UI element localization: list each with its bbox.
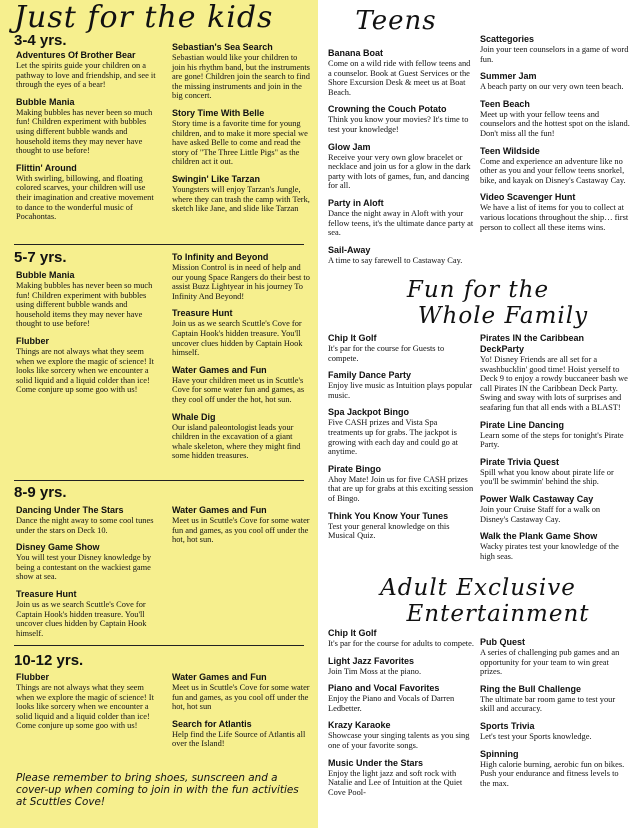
activity-item <box>172 174 310 214</box>
activity-description: Come on a wild ride with fellow teens and a counselor. Book at Guest Services or the Shore Excursion Desk & meet us at Boat Beach. <box>328 59 471 97</box>
kids-10-12-right <box>172 672 310 756</box>
activity-title: Think You Know Your Tunes <box>328 510 449 521</box>
activity-title: Ring the Bull Challenge <box>480 683 582 694</box>
activity-item <box>328 245 474 266</box>
activity-item <box>172 42 310 101</box>
activity-description: Enjoy the Piano and Vocals of Darren Ledbetter. <box>328 694 455 713</box>
activity-item <box>480 71 630 92</box>
activity-description: Join your Cruise Staff for a walk on Disney's Castaway Cay. <box>480 504 601 524</box>
activity-title: Story Time With Belle <box>172 107 265 118</box>
activity-title: Family Dance Party <box>328 370 412 381</box>
activity-title: Adventures Of Brother Bear <box>16 50 136 60</box>
activity-title: Video Scavenger Hunt <box>480 192 576 203</box>
activity-description: Yo! Disney Friends are all set for a swashbucklin' good time! Hoist yerself to Deck 9 to enjoy a rowdy buccaneer bash we call Pirates IN the Caribbean Deck Party. Swing and sway with lots of surprises and seafaring fun that all ends with a BLAST! <box>480 355 628 412</box>
age-10-12: 10-12 yrs. <box>14 652 84 669</box>
activity-item <box>16 505 156 535</box>
activity-item <box>328 683 474 713</box>
age-5-7: 5-7 yrs. <box>14 249 67 266</box>
teens-title: Teens <box>355 6 437 36</box>
activity-description: Join Tim Moss at the piano. <box>328 666 422 676</box>
activity-item <box>328 656 474 677</box>
activity-item <box>16 336 156 395</box>
activity-item <box>480 34 630 64</box>
activity-title: Piano and Vocal Favorites <box>328 683 440 694</box>
activity-item <box>480 192 630 232</box>
activity-description: You will test your Disney knowledge by being a contestant on the wackiest game show at sea. <box>16 553 152 582</box>
activity-description: We have a list of items for you to collect at various locations throughout the ship… first person to collect all these items wins. <box>480 203 629 232</box>
kids-title: Just for the kids <box>14 0 274 35</box>
activity-item <box>172 505 310 545</box>
activity-title: Sail-Away <box>328 244 371 255</box>
activity-item <box>328 720 474 750</box>
activity-item <box>480 637 630 677</box>
activity-item <box>480 749 630 789</box>
activity-title: Krazy Karaoke <box>328 720 391 731</box>
activity-description: Ahoy Mate! Join us for five CASH prizes that are up for grabs at this exciting session of Bingo. <box>328 474 474 503</box>
family-title <box>328 277 628 329</box>
adult-title <box>328 575 628 627</box>
activity-title: Chip It Golf <box>328 333 377 343</box>
activity-item <box>480 531 630 561</box>
activity-title: To Infinity and Beyond <box>172 252 269 262</box>
activity-title: Pirate Line Dancing <box>480 419 565 430</box>
activity-title: Bubble Mania <box>16 270 75 280</box>
activity-title: Sebastian's Sea Search <box>172 42 273 52</box>
activity-description: Things are not always what they seem when we explore the magic of science! It looks like sorcery when we encounter a solid liquid and a liquid colder than ice! Come conjure up some goo with us! <box>16 683 154 731</box>
family-title-line-2: Whole Family <box>417 303 589 329</box>
activity-item <box>16 50 156 90</box>
activity-item <box>328 142 474 191</box>
activity-title: Treasure Hunt <box>16 588 77 599</box>
activity-description: Join your teen counselors in a game of word fun. <box>480 45 629 64</box>
kids-8-9-right <box>172 505 310 552</box>
activity-item <box>16 97 156 156</box>
activity-item <box>480 99 630 139</box>
activity-description: Dance the night away in Aloft with your fellow teens, it's the ultimate dance party at sea. <box>328 208 474 238</box>
activity-item <box>16 589 156 638</box>
activity-description: Think you know your movies? It's time to test your knowledge! <box>328 115 469 134</box>
activity-description: Receive your very own glow bracelet or necklace and join us for a glow in the dark party with lots of games, fun, and dancing for all. <box>328 152 471 191</box>
activity-item <box>328 511 474 541</box>
activity-title: Pirate Bingo <box>328 463 382 474</box>
activity-item <box>328 628 474 649</box>
activity-description: Things are not always what they seem when we explore the magic of science! It looks like sorcery when we encounter a solid liquid and a liquid colder than ice! Come conjure up some goo with us! <box>16 346 154 395</box>
adult-right <box>480 637 630 795</box>
kids-10-12-left <box>16 672 156 738</box>
activity-description: Meet us in Scuttle's Cove for some water fun and games, as you cool off under the hot, hot sun <box>172 683 310 712</box>
activity-description: The ultimate bar room game to test your skill and accuracy. <box>480 694 616 714</box>
age-8-9: 8-9 yrs. <box>14 484 67 501</box>
activity-item <box>16 542 156 582</box>
activity-description: Youngsters will enjoy Tarzan's Jungle, where they can trash the camp with Terk, sketch like Jane, and slide like Tarzan <box>172 184 310 214</box>
activity-description: Making bubbles has never been so much fun! Children experiment with bubbles using different bubble wands and household items they may never have thought to use before! <box>16 281 153 329</box>
activity-description: Meet up with your fellow teens and counselors and the hottest spot on the island. Don't miss all the fun! <box>480 109 630 138</box>
activity-title: Flittin' Around <box>16 162 77 173</box>
activity-description: Story time is a favorite time for young children, and to make it more special we have asked Belle to come and read the story of "The Three Little Pigs" as the children act it out. <box>172 118 308 167</box>
activity-item <box>328 48 474 97</box>
activity-title: Glow Jam <box>328 141 371 152</box>
activity-description: It's par for the course for adults to compete. <box>328 639 474 648</box>
adult-left <box>328 628 474 804</box>
activity-title: Music Under the Stars <box>328 757 424 768</box>
activity-item <box>16 672 156 731</box>
family-title-line-1: Fun for the <box>406 277 550 303</box>
activity-item <box>328 758 474 798</box>
activity-description: Enjoy the light jazz and soft rock with Natalie and Lee of Intuition at the Quiet Cove Pool- <box>328 768 463 797</box>
activity-item <box>172 252 310 301</box>
kids-8-9-left <box>16 505 156 645</box>
activity-item <box>328 464 474 504</box>
activity-item <box>172 412 310 461</box>
kids-5-7-right <box>172 252 310 468</box>
activity-description: Spill what you know about pirate life or you'll be swimmin' behind the ship. <box>480 467 614 487</box>
activity-title: Bubble Mania <box>16 96 75 107</box>
activity-title: Water Games and Fun <box>172 672 267 682</box>
activity-item <box>480 146 630 186</box>
activity-item <box>480 721 630 742</box>
activity-item <box>16 163 156 222</box>
activity-title: Scattegories <box>480 34 535 44</box>
activity-item <box>328 198 474 238</box>
activity-title: Chip It Golf <box>328 628 377 638</box>
activity-item <box>328 407 474 456</box>
adult-title-line-2: Entertainment <box>406 601 590 627</box>
kids-5-7-left <box>16 270 156 402</box>
activity-title: Search for Atlantis <box>172 718 252 729</box>
activity-title: Party in Aloft <box>328 197 384 208</box>
divider <box>14 244 304 245</box>
family-right <box>480 333 630 568</box>
activity-title: Pirate Trivia Quest <box>480 456 560 467</box>
activity-title: Crowning the Couch Potato <box>328 104 447 115</box>
activity-description: Sebastian would like your children to join his rhythm band, but the instruments are gone! Children join the search to find the missing instruments and join in the big concert. <box>172 53 310 101</box>
activity-title: Flubber <box>16 672 49 682</box>
activity-item <box>16 270 156 329</box>
activity-description: Test your general knowledge on this Musical Quiz. <box>328 521 450 541</box>
activity-title: Water Games and Fun <box>172 364 267 375</box>
teens-right <box>480 34 630 239</box>
activity-title: Disney Game Show <box>16 542 100 553</box>
activity-item <box>480 457 630 487</box>
divider <box>14 645 304 646</box>
activity-title: Sports Trivia <box>480 720 535 731</box>
activity-description: Enjoy live music as Intuition plays popular music. <box>328 381 473 400</box>
activity-description: A series of challenging pub games and an opportunity for your team to win great prizes. <box>480 648 620 677</box>
activity-description: Mission Control is in need of help and our young Space Rangers do their best to assist Buzz Lightyear in his journey To Infinity And Beyond! <box>172 263 310 301</box>
activity-title: Treasure Hunt <box>172 308 233 319</box>
activity-description: Making bubbles has never been so much fun! Children experiment with bubbles using different bubble wands and household items they may never have thought to use before! <box>16 107 153 156</box>
activity-description: Let the spirits guide your children on a pathway to love and friendship, and see it through the eyes of a bear! <box>16 61 156 90</box>
activity-description: Five CASH prizes and Vista Spa treatments up for grabs. The jackpot is growing with each day and could go at anytime. <box>328 418 459 457</box>
activity-title: Walk the Plank Game Show <box>480 531 598 542</box>
activity-title: Summer Jam <box>480 71 537 82</box>
activity-description: Let's test your Sports knowledge. <box>480 731 592 741</box>
activity-description: Join us as we search Scuttle's Cove for Captain Hook's hidden treasure. You'll uncover clues hidden by Captain Hook himself. <box>16 599 147 638</box>
activity-title: Water Games and Fun <box>172 505 267 515</box>
activity-title: Banana Boat <box>328 48 384 58</box>
activity-item <box>328 104 474 134</box>
activity-description: Come and experience an adventure like no other as you and your fellow teens snorkel, bike, and kayak on Disney's Castaway Cay. <box>480 156 626 185</box>
right-panel <box>318 0 638 828</box>
teens-left <box>328 48 474 272</box>
age-3-4: 3-4 yrs. <box>14 32 67 49</box>
activity-item <box>172 308 310 357</box>
kids-3-4-left <box>16 50 156 229</box>
activity-title: Flubber <box>16 335 49 346</box>
family-left <box>328 333 474 548</box>
activity-description: Help find the Life Source of Atlantis all over the Island! <box>172 729 306 749</box>
adult-title-line-1: Adult Exclusive <box>380 575 576 601</box>
activity-title: Dancing Under The Stars <box>16 505 124 515</box>
activity-description: With swirling, billowing, and floating colored scarves, your children will use their imagination and creative movement to dance to the wonderful music of Pocahontas. <box>16 173 154 222</box>
activity-title: Pirates IN the Caribbean DeckParty <box>480 333 585 354</box>
divider <box>14 480 304 481</box>
kids-panel <box>0 0 318 828</box>
activity-title: Teen Wildside <box>480 145 540 156</box>
activity-item <box>172 719 310 749</box>
kids-3-4-right <box>172 42 310 221</box>
activity-item <box>172 365 310 405</box>
activity-item <box>480 333 630 413</box>
activity-title: Power Walk Castaway Cay <box>480 493 594 504</box>
activity-description: Meet us in Scuttle's Cove for some water fun and games, as you cool off under the hot, hot sun. <box>172 516 310 545</box>
activity-description: A beach party on our very own teen beach. <box>480 82 624 92</box>
activity-item <box>480 420 630 450</box>
activity-description: It's par for the course for Guests to compete. <box>328 344 445 363</box>
kids-footer-note: Please remember to bring shoes, sunscreen and a cover-up when coming to join in with the fun activities at Scuttles Cove! <box>16 772 299 808</box>
activity-item <box>328 333 474 363</box>
activity-description: Our island paleontologist leads your children in the excavation of a giant whale skeleton, where they might find some hidden treasures. <box>172 422 301 461</box>
activity-description: Have your children meet us in Scuttle's Cove for some water fun and games, as they cool off under the hot, hot sun. <box>172 375 305 404</box>
activity-title: Light Jazz Favorites <box>328 655 415 666</box>
activity-title: Spinning <box>480 748 519 759</box>
activity-item <box>328 370 474 400</box>
activity-title: Spa Jackpot Bingo <box>328 407 410 418</box>
activity-description: High calorie burning, aerobic fun on bikes. Push your endurance and fitness levels to the max. <box>480 759 625 788</box>
activity-description: Join us as we search Scuttle's Cove for Captain Hook's hidden treasure. You'll uncover clues hidden by Captain Hook himself. <box>172 319 303 358</box>
activity-description: Learn some of the steps for tonight's Pirate Party. <box>480 430 624 450</box>
activity-description: Dance the night away to some cool tunes under the stars on Deck 10. <box>16 516 154 535</box>
activity-title: Whale Dig <box>172 411 216 422</box>
activity-title: Teen Beach <box>480 98 530 109</box>
activity-item <box>480 494 630 524</box>
activity-item <box>172 672 310 712</box>
activity-title: Pub Quest <box>480 637 526 647</box>
activity-item <box>172 108 310 167</box>
activity-description: A time to say farewell to Castaway Cay. <box>328 255 463 265</box>
activity-item <box>480 684 630 714</box>
activity-description: Wacky pirates test your knowledge of the high seas. <box>480 542 619 561</box>
activity-description: Showcase your singing talents as you sing one of your favorite songs. <box>328 731 470 750</box>
activity-title: Swingin' Like Tarzan <box>172 173 260 184</box>
